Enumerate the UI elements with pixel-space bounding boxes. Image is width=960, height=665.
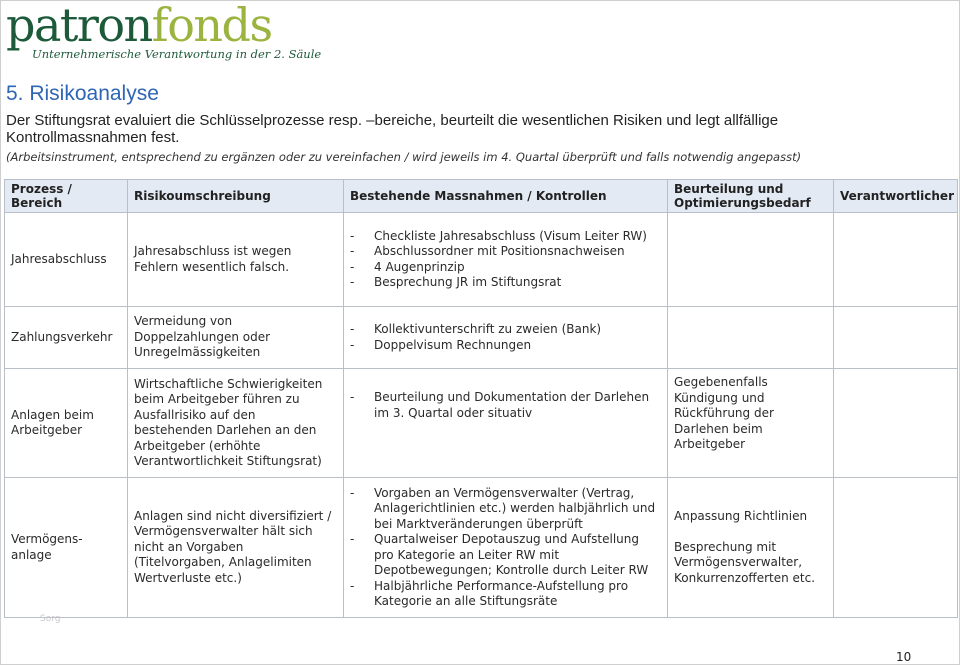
logo-word-part2: fonds (151, 0, 272, 52)
logo-wordmark (6, 0, 321, 50)
table-row (5, 307, 958, 369)
note-text: (Arbeitsinstrument, entsprechend zu ergänzen oder zu vereinfachen / wird jeweils im 4. Quartal überprüft und falls notwendig angepasst) (6, 150, 802, 164)
table-row (5, 478, 958, 618)
table-row (5, 213, 958, 307)
measure-item: - Beurteilung und Dokumentation der Darlehen im 3. Quartal oder situativ (350, 390, 661, 421)
cell-process: Zahlungsverkehr (5, 307, 128, 369)
cell-risk: Wirtschaftliche Schwierigkeiten beim Arbeitgeber führen zu Ausfallrisiko auf den bestehenden Darlehen an den Arbeitgeber (erhöhte Verantwortlichkeit Stiftungsrat) (128, 369, 344, 478)
cell-process: Jahresabschluss (5, 213, 128, 307)
risk-table (4, 179, 958, 618)
page-number: 10 (896, 650, 912, 664)
cell-responsible (834, 213, 958, 307)
cell-measures (344, 307, 668, 369)
header-responsible: Verantwortlicher (834, 180, 958, 213)
cell-assessment (668, 478, 834, 618)
cell-responsible (834, 307, 958, 369)
cell-measures (344, 213, 668, 307)
header-risk: Risikoumschreibung (128, 180, 344, 213)
measure-item: - Halbjährliche Performance-Aufstellung pro Kategorie an alle Stiftungsräte (350, 579, 661, 610)
header-measures: Bestehende Massnahmen / Kontrollen (344, 180, 668, 213)
measure-item: - Besprechung JR im Stiftungsrat (350, 275, 661, 291)
measure-item: - Abschlussordner mit Positionsnachweisen (350, 244, 661, 260)
cell-measures (344, 478, 668, 618)
assessment-line: Anpassung Richtlinien (674, 509, 808, 523)
measure-item: - Kollektivunterschrift zu zweien (Bank) (350, 322, 661, 338)
cell-measures (344, 369, 668, 478)
table-header-row (5, 180, 958, 213)
measure-item: - Quartalweiser Depotauszug und Aufstellung pro Kategorie an Leiter RW mit Depotbewegungen; Kontrolle durch Leiter RW (350, 532, 661, 579)
header-assessment: Beurteilung und Optimierungsbedarf (668, 180, 834, 213)
cell-process: Anlagen beim Arbeitgeber (5, 369, 128, 478)
logo-subtitle: Unternehmerische Verantwortung in der 2. Säule (32, 47, 322, 61)
measure-item: - Vorgaben an Vermögensverwalter (Vertrag, Anlagerichtlinien etc.) werden halbjährlich und bei Marktveränderungen überprüft (350, 486, 661, 533)
table-row (5, 369, 958, 478)
measure-item: - Checkliste Jahresabschluss (Visum Leiter RW) (350, 229, 661, 245)
cell-process: Vermögens-anlage (5, 478, 128, 618)
cell-responsible (834, 369, 958, 478)
measure-item: - 4 Augenprinzip (350, 260, 661, 276)
assessment-line: Besprechung mit Vermögensverwalter, Konkurrenzofferten etc. (674, 539, 816, 585)
cell-assessment: Gegebenenfalls Kündigung und Rückführung der Darlehen beim Arbeitgeber (668, 369, 834, 478)
cell-assessment (668, 213, 834, 307)
cell-responsible (834, 478, 958, 618)
measure-item: - Doppelvisum Rechnungen (350, 338, 661, 354)
cell-assessment (668, 307, 834, 369)
cell-risk: Jahresabschluss ist wegen Fehlern wesentlich falsch. (128, 213, 344, 307)
assessment-gap (674, 525, 827, 540)
patronfonds-logo (6, 0, 321, 61)
header-process: Prozess / Bereich (5, 180, 128, 213)
logo-word-part1: patron (6, 0, 152, 52)
watermark: Sorg (40, 614, 61, 624)
cell-risk: Vermeidung von Doppelzahlungen oder Unregelmässigkeiten (128, 307, 344, 369)
section-title: 5. Risikoanalyse (6, 82, 159, 105)
intro-text: Der Stiftungsrat evaluiert die Schlüsselprozesse resp. –bereiche, beurteilt die wesentlichen Risiken und legt allfällige Kontrollmassnahmen fest. (6, 112, 779, 146)
cell-risk: Anlagen sind nicht diversifiziert / Vermögensverwalter hält sich nicht an Vorgaben (Titelvorgaben, Anlagelimiten Wertverluste etc.) (128, 478, 344, 618)
